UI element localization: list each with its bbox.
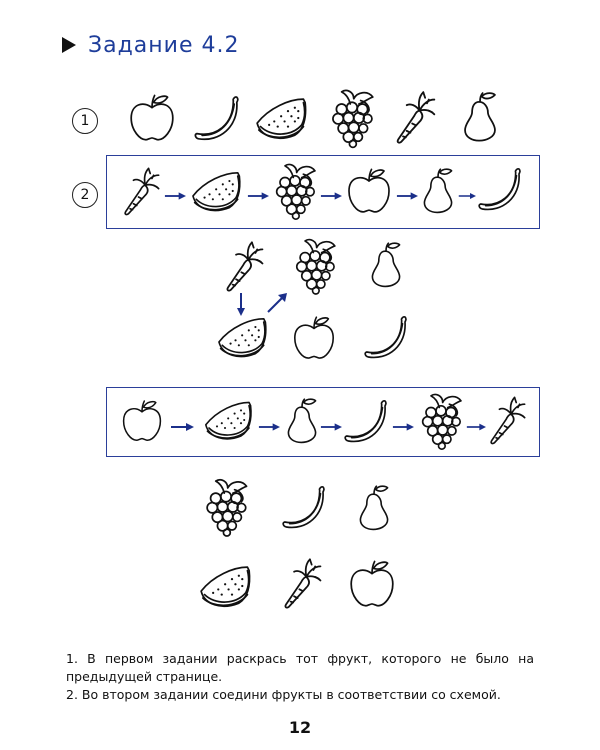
grapes-icon	[326, 86, 378, 148]
scheme1-grapes	[270, 160, 320, 220]
arrow-icon	[396, 191, 418, 201]
carrot-icon	[120, 166, 162, 218]
apple-icon	[118, 398, 166, 444]
row1-watermelon[interactable]	[252, 92, 312, 144]
task-title-text: Задание 4.2	[88, 32, 240, 58]
scheme2-apple	[118, 398, 166, 444]
scheme1-apple	[344, 166, 394, 216]
scheme1-watermelon	[188, 166, 246, 216]
arrow-icon	[266, 292, 288, 314]
watermelon-icon	[200, 396, 258, 444]
pear-icon	[282, 394, 322, 446]
arrow-icon	[392, 422, 414, 432]
pear-icon	[366, 238, 406, 290]
carrot-icon	[392, 90, 438, 146]
banana-icon	[190, 92, 242, 144]
watermelon-icon	[252, 92, 312, 144]
apple-icon	[290, 314, 338, 362]
pear-icon	[418, 164, 458, 216]
row1-banana[interactable]	[190, 92, 242, 144]
scheme1-arrow-right	[396, 186, 418, 196]
scheme2-arrow-right	[392, 417, 414, 427]
scheme1-banana	[474, 164, 524, 214]
pear-icon	[354, 480, 394, 534]
task-title	[62, 28, 239, 62]
arrow-icon	[458, 191, 476, 201]
carrot-icon	[486, 394, 528, 448]
grid2-apple[interactable]	[346, 558, 398, 610]
grid2-grapes[interactable]	[200, 476, 252, 536]
row1-pear[interactable]	[458, 88, 502, 144]
apple-icon	[346, 558, 398, 610]
grid1-pear[interactable]	[366, 238, 406, 290]
scheme1-arrow-right	[247, 186, 269, 196]
grid1-watermelon[interactable]	[214, 312, 272, 362]
arrow-icon	[258, 422, 280, 432]
apple-icon	[126, 92, 178, 144]
scheme1-arrow-right	[164, 186, 186, 196]
scheme2-watermelon	[200, 396, 258, 444]
row1-grapes[interactable]	[326, 86, 378, 148]
row-2-number: 2	[72, 182, 98, 208]
arrow-icon	[164, 191, 186, 201]
scheme1-arrow-right	[320, 186, 342, 196]
bullet-arrow-icon	[62, 37, 76, 53]
grid2-pear[interactable]	[354, 480, 394, 534]
row1-carrot[interactable]	[392, 90, 438, 146]
watermelon-icon	[188, 166, 246, 216]
arrow-icon	[236, 292, 246, 316]
scheme2-grapes	[416, 390, 466, 450]
banana-icon	[360, 312, 410, 362]
scheme2-arrow-right	[170, 417, 194, 427]
row-1-number: 1	[72, 108, 98, 134]
example-arrow-up-right	[266, 292, 288, 314]
grid2-banana[interactable]	[278, 482, 328, 532]
watermelon-icon	[214, 312, 272, 362]
scheme2-arrow-right	[466, 417, 486, 427]
row1-apple[interactable]	[126, 92, 178, 144]
grapes-icon	[416, 390, 466, 450]
arrow-icon	[320, 422, 342, 432]
scheme1-pear	[418, 164, 458, 216]
watermelon-icon	[196, 560, 256, 612]
banana-icon	[340, 396, 390, 446]
arrow-icon	[247, 191, 269, 201]
grid1-banana[interactable]	[360, 312, 410, 362]
banana-icon	[474, 164, 524, 214]
grapes-icon	[200, 476, 252, 536]
pear-icon	[458, 88, 502, 144]
scheme2-arrow-right	[258, 417, 280, 427]
page-number: 12	[288, 718, 312, 737]
scheme1-arrow-right	[458, 186, 476, 196]
scheme2-banana	[340, 396, 390, 446]
example-arrow-down	[236, 292, 246, 316]
grid2-watermelon[interactable]	[196, 560, 256, 612]
banana-icon	[278, 482, 328, 532]
instructions	[66, 650, 534, 704]
grapes-icon	[270, 160, 320, 220]
scheme2-pear	[282, 394, 322, 446]
carrot-icon	[280, 556, 324, 612]
scheme1-carrot	[120, 166, 162, 218]
grapes-icon	[290, 236, 340, 294]
carrot-icon	[222, 240, 266, 294]
instruction-2: 2. Во втором задании соедини фрукты в соответствии со схемой.	[66, 687, 501, 702]
grid1-carrot[interactable]	[222, 240, 266, 294]
instruction-1: 1. В первом задании раскрась тот фрукт, которого не было на предыдущей странице.	[66, 651, 534, 684]
arrow-icon	[170, 422, 194, 432]
arrow-icon	[320, 191, 342, 201]
scheme2-arrow-right	[320, 417, 342, 427]
grid2-carrot[interactable]	[280, 556, 324, 612]
grid1-apple[interactable]	[290, 314, 338, 362]
scheme2-carrot	[486, 394, 528, 448]
grid1-grapes[interactable]	[290, 236, 340, 294]
apple-icon	[344, 166, 394, 216]
arrow-icon	[466, 422, 486, 432]
